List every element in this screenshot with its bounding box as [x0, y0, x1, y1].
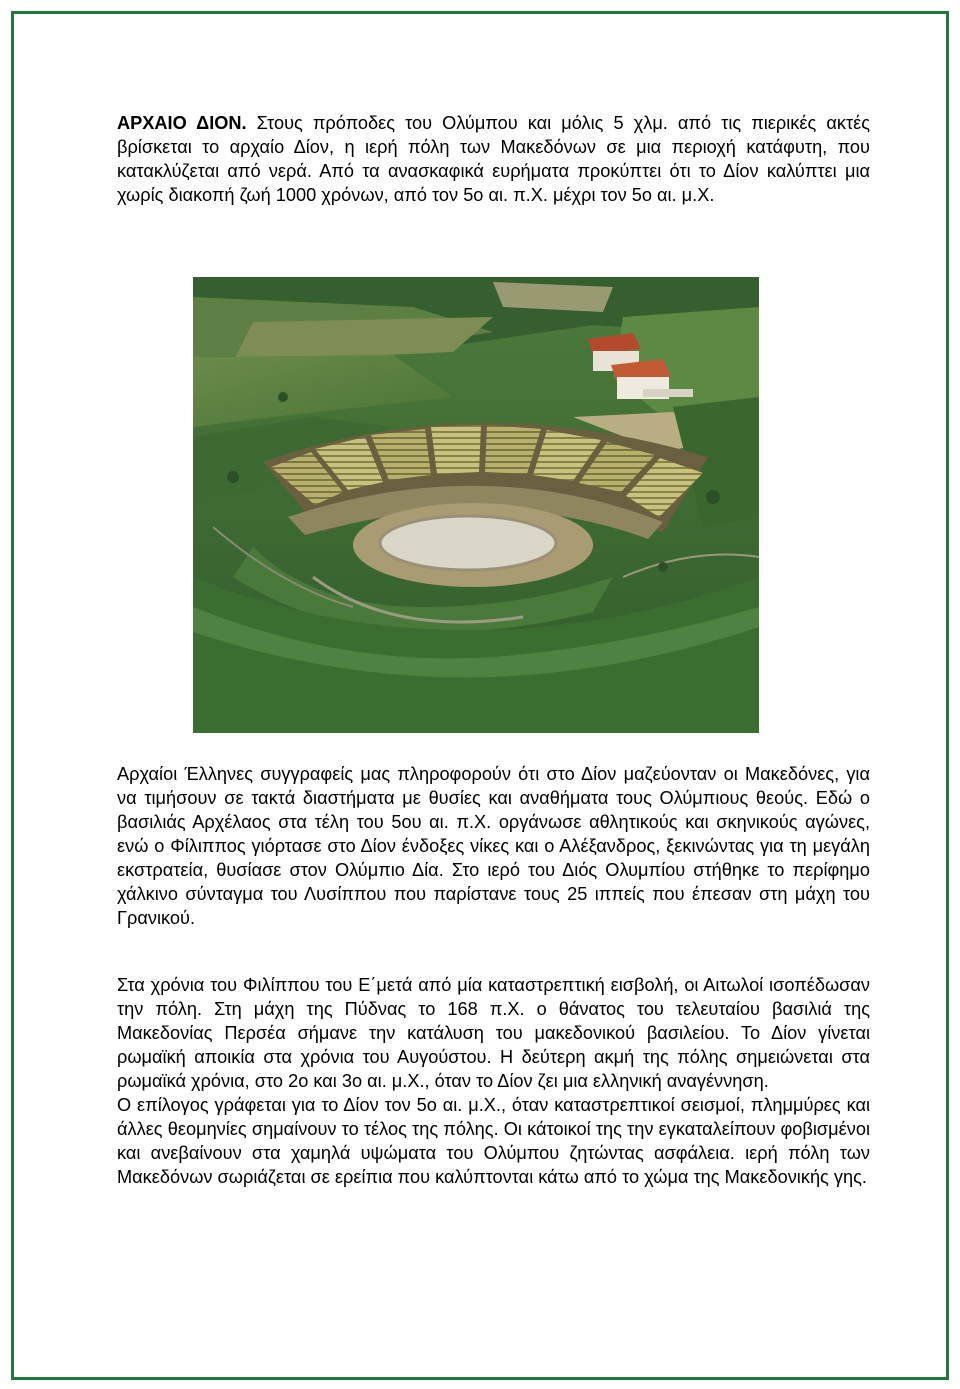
paragraph-decline-part1: Στα χρόνια του Φιλίππου του Ε΄μετά από μία καταστρεπτική εισβολή, οι Αιτωλοί ισοπέδωσαν την πόλη. Στη μάχη της Πύδνας το 168 π.Χ. ο θάνατος του τελευταίου βασιλιά της Μακεδονίας Περσέα σήμανε την κατάλυση του μακεδονικού βασιλείου. Το Δίον γίνεται ρωμαϊκή αποικία στα χρόνια του Αυγούστου. Η δεύτερη ακμή της πόλης σημειώνεται στα ρωμαϊκά χρόνια, στο 2ο και 3ο αι. μ.Χ., όταν το Δίον ζει μια ελληνική αναγέννηση. [117, 975, 870, 1091]
paragraph-decline [117, 973, 870, 1189]
intro-lead: ΑΡΧΑΙΟ ΔΙΟΝ. [117, 113, 247, 133]
intro-paragraph [117, 111, 870, 207]
ancient-theatre-photo [193, 277, 759, 733]
paragraph-history: Αρχαίοι Έλληνες συγγραφείς μας πληροφορούν ότι στο Δίον μαζεύονταν οι Μακεδόνες, για να τιμήσουν σε τακτά διαστήματα με θυσίες και αναθήματα τους Ολύμπιους θεούς. Εδώ ο βασιλιάς Αρχέλαος στα τέλη του 5ου αι. π.Χ. οργάνωσε αθλητικούς και σκηνικούς αγώνες, ενώ ο Φίλιππος γιόρτασε στο Δίον ένδοξες νίκες και ο Αλέξανδρος, ξεκινώντας για τη μεγάλη εκστρατεία, θυσίασε στον Ολύμπιο Δία. Στο ιερό του Διός Ολυμπίου στήθηκε το περίφημο χάλκινο σύνταγμα του Λυσίππου που παρίστανε τους 25 ιππείς που έπεσαν στη μάχη του Γρανικού. [117, 764, 870, 928]
intro-text: Στους πρόποδες του Ολύμπου και μόλις 5 χλμ. από τις πιερικές ακτές βρίσκεται το αρχαίο Δίον, η ιερή πόλη των Μακεδόνων σε μια περιοχή κατάφυτη, που κατακλύζεται από νερά. Από τα ανασκαφικά ευρήματα προκύπτει ότι το Δίον καλύπτει μια χωρίς διακοπή ζωή 1000 χρόνων, από τον 5ο αι. π.Χ. μέχρι τον 5ο αι. μ.Χ. [117, 113, 870, 205]
orchestra [353, 503, 593, 587]
theatre-aerial-illustration [193, 277, 759, 733]
paragraph-decline-part2: Ο επίλογος γράφεται για το Δίον τον 5ο αι. μ.Χ., όταν καταστρεπτικοί σεισμοί, πλημμύρες και άλλες θεομηνίες σημαίνουν το τέλος της πόλης. Οι κάτοικοί της την εγκαταλείπουν φοβισμένοι και ανεβαίνουν στα χαμηλά υψώματα του Ολύμπου ζητώντας ασφάλεια. ιερή πόλη των Μακεδόνων σωριάζεται σε ερείπια που καλύπτονται κάτω από το χώμα της Μακεδονικής γης. [117, 1095, 870, 1187]
